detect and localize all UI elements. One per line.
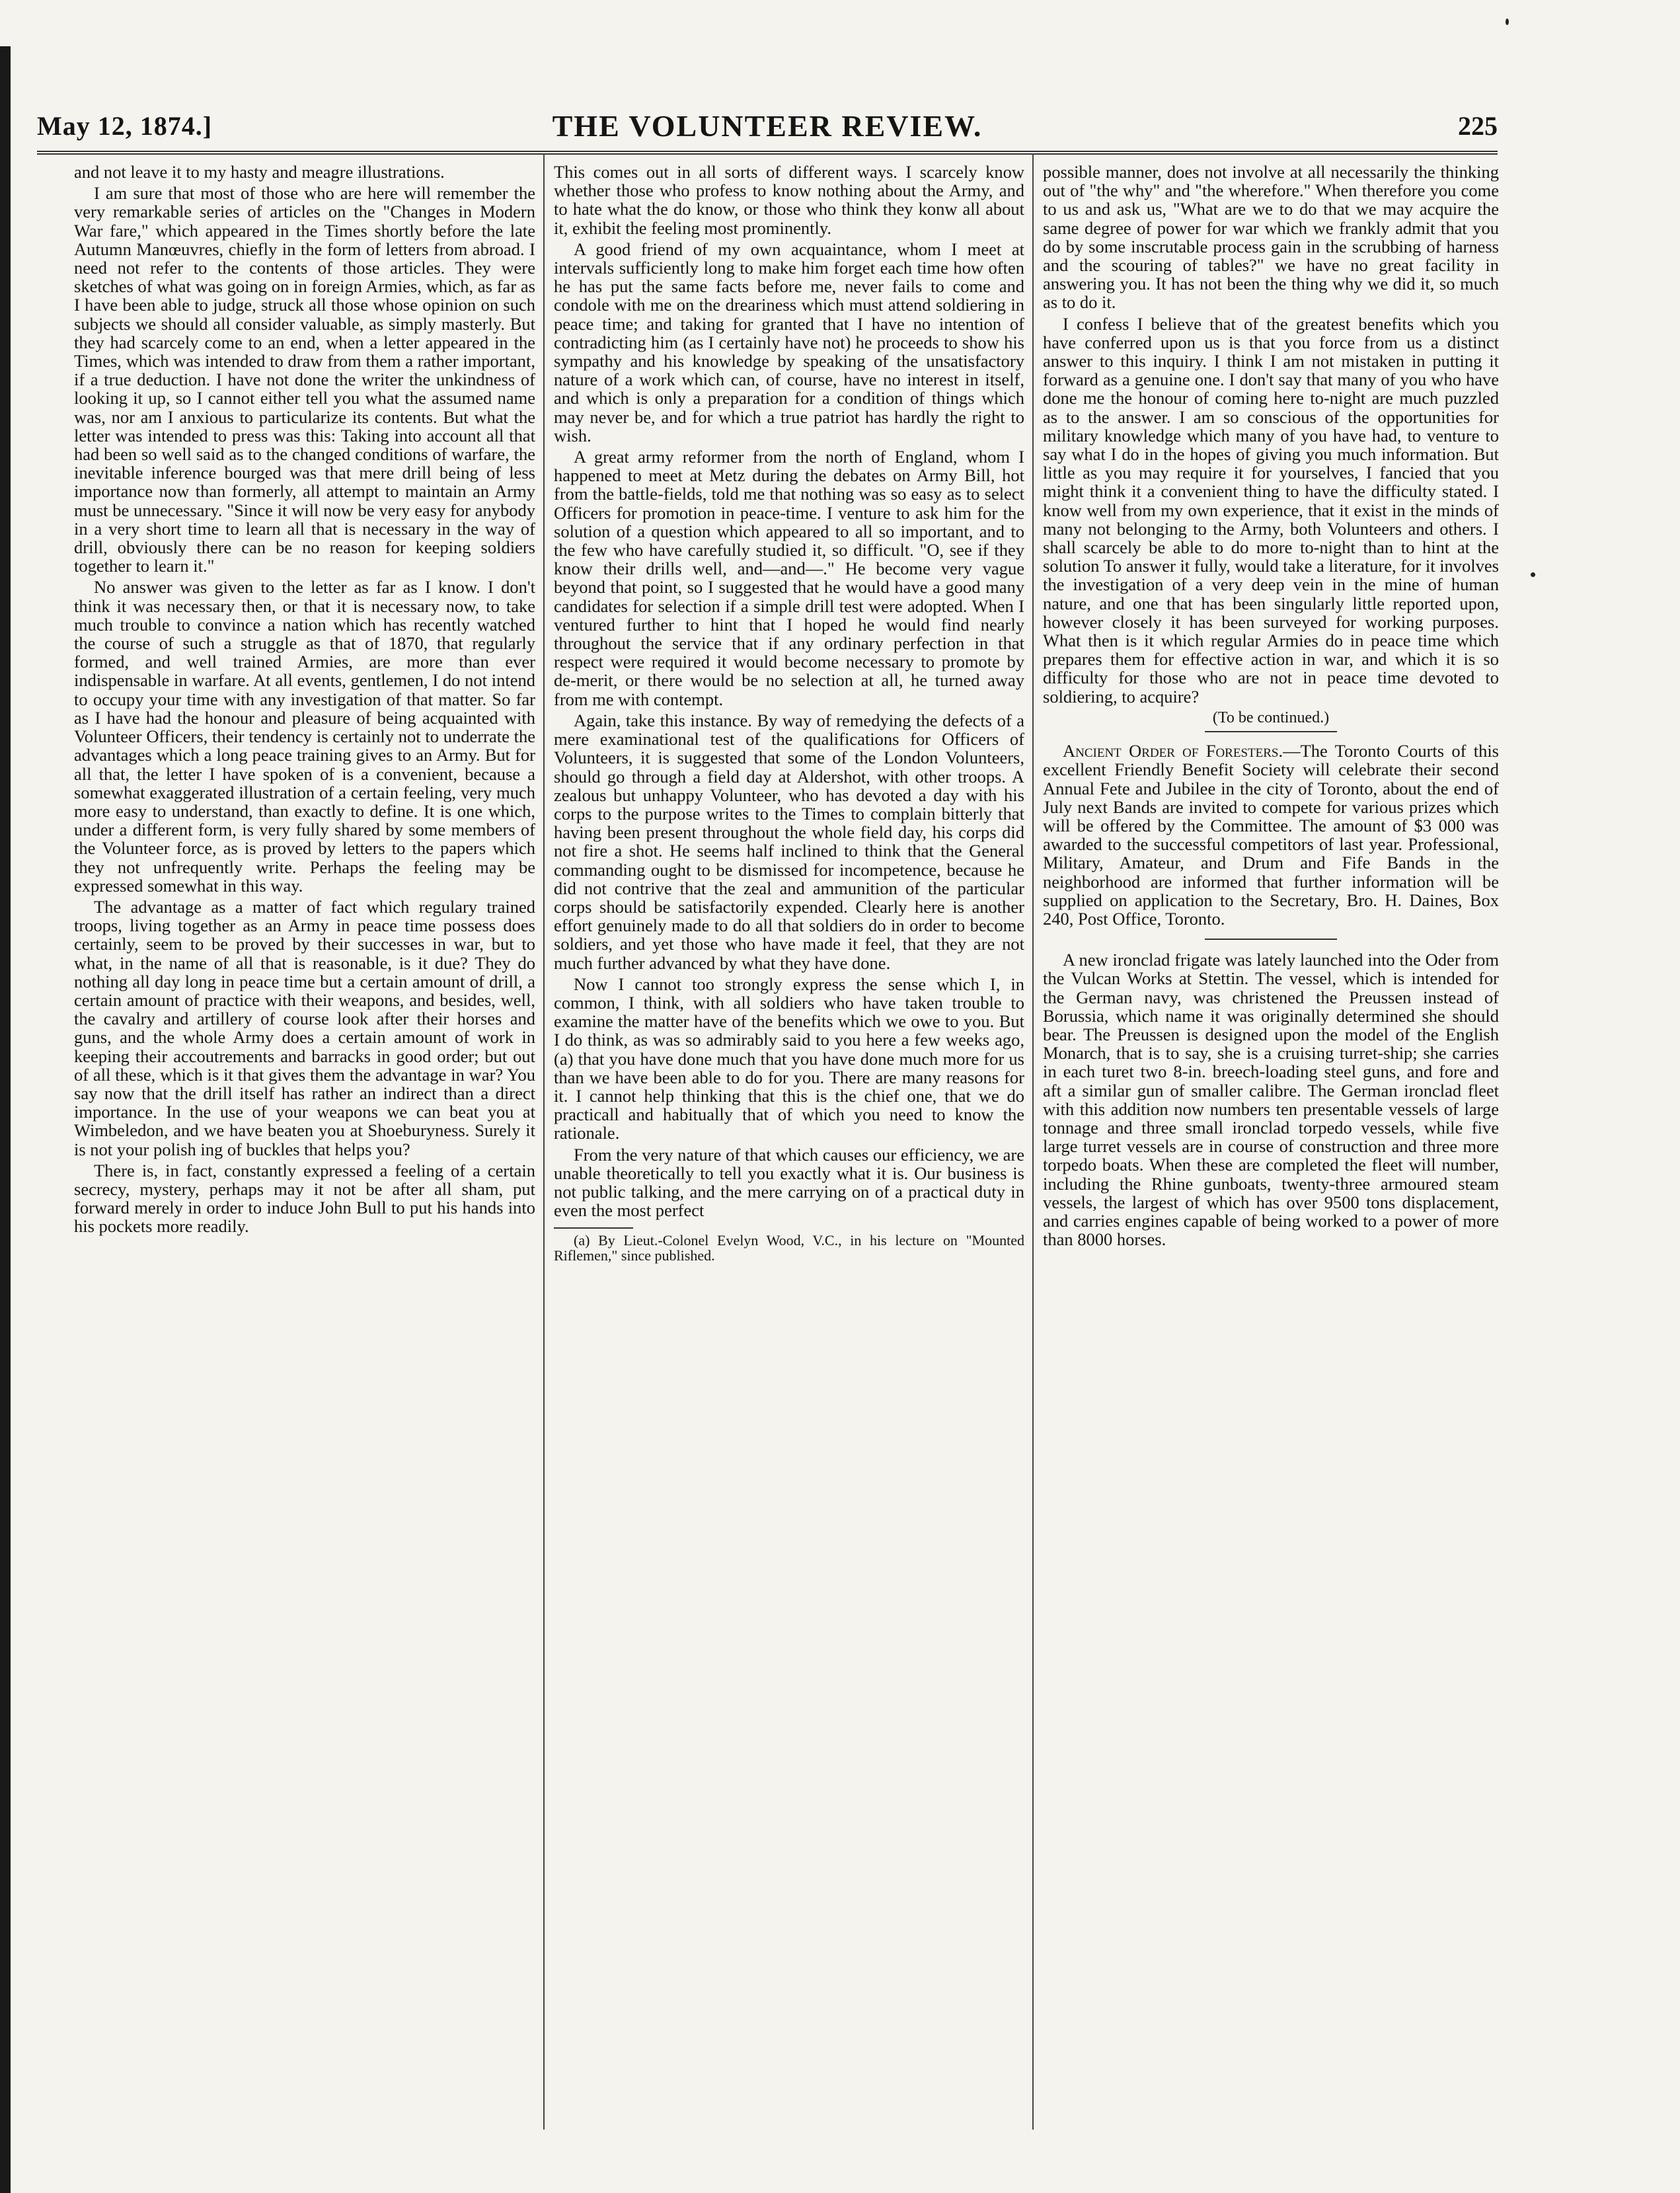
scan-edge-shadow [0, 46, 11, 2193]
paragraph: I am sure that most of those who are here will remember the very remarkable series of articles on the "Changes in Modern War fare," which appeared in the Times shortly before the late Autumn Manœuvres, chiefly in the form of letters from abroad. I need not refer to the contents of those articles. They were sketches of what was going on in foreign Armies, which, as far as I have been able to judge, struck all those whose opinion on such subjects we should all consider valuable, as simply masterly. But they had scarcely come to an end, when a letter appeared in the Times, which was intended to draw from them a rather important, if a true deduction. I have not done the writer the unkindness of looking it up, so I cannot either tell you what the assumed name was, nor am I anxious to particularize its contents. But what the letter was intended to press was this: Taking into account all that had been so well said as to the changed conditions of warfare, the inevitable inference bourged was that mere drill being of less importance now than formerly, all attempt to maintain an Army must be unnecessary. "Since it will now be very easy for anybody in a very short time to learn all that is necessary in the way of drill, obviously there can be no reason for keeping soldiers together to learn it." [74, 183, 535, 576]
column-1 [74, 163, 535, 2145]
publication-title: THE VOLUNTEER REVIEW. [552, 109, 983, 143]
paragraph: A great army reformer from the north of England, whom I happened to meet at Metz during the debates on Army Bill, hot from the battle-fields, told me that nothing was so easy as to select Officers for promotion in peace-time. I venture to ask him for the solution of a question which appeared to all so important, and to the few who have carefully studied it, so difficult. "O, see if they know their drills well, and—and—." He become very vague beyond that point, so I suggested that he would have a good many candidates for selection if a simple drill test were adopted. When I ventured further to hint that I hoped he would find nearly throughout the service that if any ordinary perfection in that respect were required it would become necessary to promote by de-merit, or there would be no selection at all, he turned away from me with contempt. [554, 447, 1024, 709]
paragraph: The advantage as a matter of fact which regulary trained troops, living together as an Army in peace time possess does certainly, seem to be proved by their successes in war, but to what, in the name of all that is reasonable, is it due? They do nothing all day long in peace time but a certain amount of drill, a certain amount of practice with their weapons, and besides, well, the cavalry and artillery of course look after their horses and guns, and the whole Army does a certain amount of work in keeping their accoutrements and barracks in good order; but out of all these, which is it that gives them the advantage in war? You say now that the drill itself has rather an indirect than a direct importance. In the use of your weapons we can beat you at Wimbeledon, and we have beaten you at Shoeburyness. Surely it is not your polish ing of buckles that helps you? [74, 896, 535, 1159]
page-header [37, 106, 1498, 147]
notice-paragraph [1043, 742, 1499, 928]
paragraph: This comes out in all sorts of different ways. I scarcely know whether those who profess to know nothing about the Army, and to hate what the do know, or those who think they konw all about it, exhibit the feeling most prominently. [554, 162, 1024, 238]
section-rule [1205, 731, 1337, 732]
to-be-continued: (To be continued.) [1212, 709, 1330, 726]
paragraph: A good friend of my own acquaintance, whom I meet at intervals sufficiently long to make him forget each time how often he has put the same facts before me, never fails to come and condole with me on the dreariness which must attend soldiering in peace time; and taking for granted that I have no intention of contradicting him (as I certainly have not) he proceeds to show his sympathy and his knowledge by speaking of the unsatisfactory nature of a work which can, of course, have no interest in itself, and which is only a preparation for a condition of things which may never be, and for which a true patriot has hardly the right to wish. [554, 239, 1024, 445]
scan-speck [1531, 572, 1535, 577]
column-divider [543, 153, 545, 2130]
notice-heading: Ancient Order of Foresters. [1063, 741, 1283, 761]
ironclad-paragraph: A new ironclad frigate was lately launched into the Oder from the Vulcan Works at Stettin. The vessel, which is intended for the German navy, was christened the Preussen instead of Borussia, which name it was originally determined she should bear. The Preussen is designed upon the model of the English Monarch, that is to say, she is a cruising turret-ship; she carries in each turet two 8-in. breech-loading steel guns, and fore and aft a similar gun of smaller calibre. The German ironclad fleet with this addition now numbers ten presentable vessels of large tonnage and three small ironclad torpedo vessels, while five large turret vessels are in course of construction and three more torpedo boats. When these are completed the fleet will number, including the Rhine gunboats, twenty-three armoured steam vessels, the largest of which has over 9500 tons displacement, and carries engines capable of being worked to a power of more than 8000 horses. [1043, 950, 1499, 1250]
paragraph: From the very nature of that which causes our efficiency, we are unable theoretically to tell you exactly what it is. Our business is not public talking, and the mere carrying on of a practical duty in even the most perfect [554, 1144, 1024, 1221]
paragraph: and not leave it to my hasty and meagre illustrations. [74, 162, 445, 182]
paragraph: No answer was given to the letter as far as I know. I don't think it was necessary then, or that it is necessary now, to take much trouble to convince a nation which has recently watched the course of such a struggle as that of 1870, that regularly formed, and well trained Armies, are more than ever indispensable in warfare. At all events, gentlemen, I do not intend to occupy your time with any investigation of that matter. So far as I have had the honour and pleasure of being acquainted with Volunteer Officers, their tendency is certainly not to underrate the advantages which a long peace training gives to an Army. But for all that, the letter I have spoken of is a convenient, because a somewhat exaggerated illustration of a certain feeling, very much more easy to understand, than exactly to define. It is one which, under a different form, is very fully shared by some members of the Volunteer force, as is proved by letters to the papers which they not unfrequently write. Perhaps the feeling may be expressed somewhat in this way. [74, 577, 535, 896]
column-divider [1032, 153, 1034, 2130]
issue-date: May 12, 1874.] [37, 111, 213, 141]
paragraph: Again, take this instance. By way of remedying the defects of a mere examinational test of the qualifications for Officers of Volunteers, it is suggested that some of the London Volunteers, should go through a field day at Aldershot, with other troops. A zealous but unhappy Volunteer, who has devoted a day with his corps to the purpose writes to the Times to complain bitterly that having been present throughout the whole field day, his corps did not fire a shot. He seems half inclined to think that the General commanding ought to be dismissed for incompetence, because he did not contrive that the zeal and ammunition of the particular corps should be satisfactorily expended. Clearly here is another effort genuinely made to do all that soldiers do in order to become soldiers, and yet those who have made it feel, that they are not much further advanced by what they have done. [554, 710, 1024, 973]
page-number: 225 [1458, 111, 1498, 141]
section-rule [1205, 939, 1337, 940]
paragraph: possible manner, does not involve at all necessarily the thinking out of "the why" and "the wherefore." When therefore you come to us and ask us, "What are we to do that we may acquire the same degree of power for war which we frankly admit that you do by some inscrutable process gain in the scrubbing of harness and the scouring of tables?" we have no great facility in answering you. It has not been the thing why we did it, so much as to do it. [1043, 162, 1499, 313]
paragraph: There is, in fact, constantly expressed a feeling of a certain secrecy, mystery, perhaps may it not be after all sham, put forward merely in order to induce John Bull to put his hands into his pockets more readily. [74, 1160, 535, 1237]
column-2 [554, 163, 1024, 2145]
column-3 [1043, 163, 1499, 2145]
footnote-rule [554, 1227, 633, 1229]
paragraph: Now I cannot too strongly express the sense which I, in common, I think, with all soldiers who have taken trouble to examine the matter have of the benefits which we owe to you. But I do think, as was so admirably said to you here a few weeks ago, (a) that you have done much that you have done much more for us than we have been able to do for you. There are many reasons for it. I cannot help thinking that this is the chief one, that we do practicall and habitually that of which you need to know the rationale. [554, 974, 1024, 1143]
footnote: (a) By Lieut.-Colonel Evelyn Wood, V.C., in his lecture on "Mounted Riflemen," since published. [554, 1232, 1024, 1264]
header-rule [37, 151, 1498, 155]
scan-speck [1506, 19, 1509, 25]
notice-body: —The Toronto Courts of this excellent Friendly Benefit Society will celebrate their second Annual Fete and Jubilee in the city of Toronto, about the end of July next Bands are invited to compete for various prizes which will be offered by the Committee. The amount of $3 000 was awarded to the successful competitors of last year. Professional, Military, Amateur, and Drum and Fife Bands in the neighborhood are informed that further information will be supplied on application to the Secretary, Bro. H. Daines, Box 240, Post Office, Toronto. [1043, 741, 1499, 929]
paragraph: I confess I believe that of the greatest benefits which you have conferred upon us is that you force from us a distinct answer to this inquiry. I think I am not mistaken in putting it forward as a genuine one. I don't say that many of you who have done me the honour of coming here to-night are much puzzled as to the answer. I am so conscious of the opportunities for military knowledge which many of you have had, to venture to say what I do in the hopes of giving you much information. But little as you may require it for yourselves, I fancied that you might think it a convenient thing to have the difficulty stated. I know well from my own experience, that it exist in the minds of many not belonging to the Army, both Volunteers and others. I shall scarcely be able to do more to-night than to hint at the solution To answer it fully, would take a literature, for it involves the investigation of a very deep vein in the mine of human nature, and one that has been singularly little reported upon, however closely it has been surveyed for working purposes. What then is it which regular Armies do in peace time which prepares them for effective action in war, and which it is so difficulty for those who are not in peace time devoted to soldiering, to acquire? [1043, 313, 1499, 707]
